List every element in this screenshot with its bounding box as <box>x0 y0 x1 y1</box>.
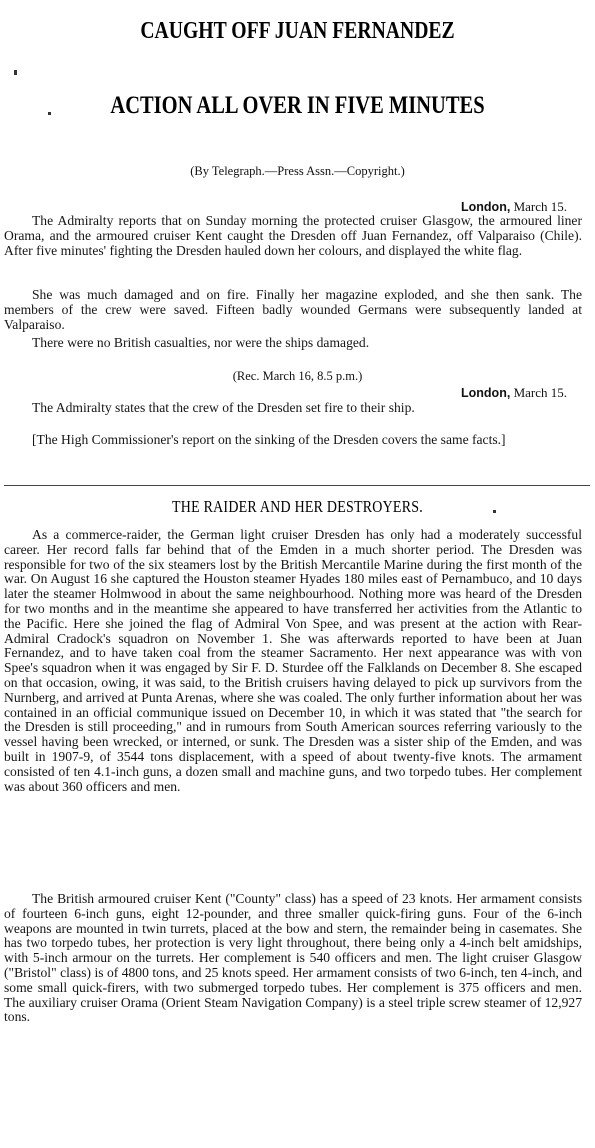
section-heading: THE RAIDER AND HER DESTROYERS. <box>172 497 423 516</box>
print-speck <box>14 70 17 75</box>
article-paragraph: [The High Commissioner's report on the sinking of the Dresden covers the same facts.] <box>32 432 506 447</box>
print-speck <box>493 510 496 513</box>
dateline-place: London, <box>461 200 511 214</box>
dateline-place: London, <box>461 386 511 400</box>
article-paragraph: The Admiralty states that the crew of the Dresden set fire to their ship. <box>32 400 415 415</box>
article-paragraph: She was much damaged and on fire. Finally her magazine exploded, and she then sank. The members of the crew were saved. Fifteen badly wounded Germans were subsequently landed at Valparaiso. <box>4 287 582 332</box>
article-paragraph: There were no British casualties, nor were the ships damaged. <box>32 335 370 350</box>
dateline-date: March 15. <box>513 199 567 214</box>
print-speck <box>48 112 51 115</box>
dateline-2 <box>461 385 567 401</box>
article-paragraph: As a commerce-raider, the German light cruiser Dresden has only had a moderately successful career. Her record falls far behind that of the Emden in a much shorter period. The Dresden was responsible for two of the six steamers lost by the British Mercantile Marine during the first month of the war. On August 16 she captured the Houston steamer Hyades 180 miles east of Pernambuco, and 10 days later the steamer Holmwood in about the same neighbourhood. Nothing more was heard of the Dresden for two months and in the meantime she appeared to have transferred her activities from the Atlantic to the Pacific. Here she joined the flag of Admiral Von Spee, and was present at the action with Rear-Admiral Cradock's squadron on November 1. She was afterwards reported to have been at Juan Fernandez, and to have taken coal from the steamer Sacramento. Her next appearance was with von Spee's squadron when it was engaged by Sir F. D. Sturdee off the Falklands on December 8. She escaped on that occasion, owing, it was said, to the British cruisers having delayed to pick up survivors from the Nurnberg, and arrived at Punta Arenas, where she was coaled. The only further information about her was contained in an official communique issued on December 10, in which it was stated that "the search for the Dresden is still proceeding," and in rumours from South American sources referring variously to the vessel having been wrecked, or interned, or sunk. The Dresden was a sister ship of the Emden, and was built in 1907-9, of 3544 tons displacement, with a speed of about twenty-five knots. The armament consisted of ten 4.1-inch guns, a dozen small and machine guns, and two torpedo tubes. Her complement was about 360 officers and men. <box>4 527 582 794</box>
article-paragraph: The Admiralty reports that on Sunday morning the protected cruiser Glasgow, the armoured liner Orama, and the armoured cruiser Kent caught the Dresden off Juan Fernandez, off Valparaiso (Chile). After five minutes' fighting the Dresden hauled down her colours, and displayed the white flag. <box>4 213 582 258</box>
received-note: (Rec. March 16, 8.5 p.m.) <box>232 369 363 383</box>
press-credit: (By Telegraph.—Press Assn.—Copyright.) <box>190 164 405 178</box>
dateline-date: March 15. <box>513 385 567 400</box>
section-divider <box>4 485 590 486</box>
article-paragraph: The British armoured cruiser Kent ("County" class) has a speed of 23 knots. Her armament consists of fourteen 6-inch guns, eight 12-pounder, and three smaller quick-firing guns. Four of the 6-inch weapons are mounted in twin turrets, placed at the bow and stern, the remainder being in casemates. She has two torpedo tubes, her protection is very light throughout, there being only a 4-inch belt amidships, with 5-inch armour on the turrets. Her complement is 540 officers and men. The light cruiser Glasgow ("Bristol" class) is of 4800 tons, and 25 knots speed. Her armament consists of two 6-inch, ten 4-inch, and some small quick-firers, with two submerged torpedo tubes. Her complement is 375 officers and men. The auxiliary cruiser Orama (Orient Steam Navigation Company) is a steel triple screw steamer of 12,927 tons. <box>4 891 582 1025</box>
headline-sub: ACTION ALL OVER IN FIVE MINUTES <box>110 92 485 119</box>
headline-main: CAUGHT OFF JUAN FERNANDEZ <box>140 18 455 44</box>
